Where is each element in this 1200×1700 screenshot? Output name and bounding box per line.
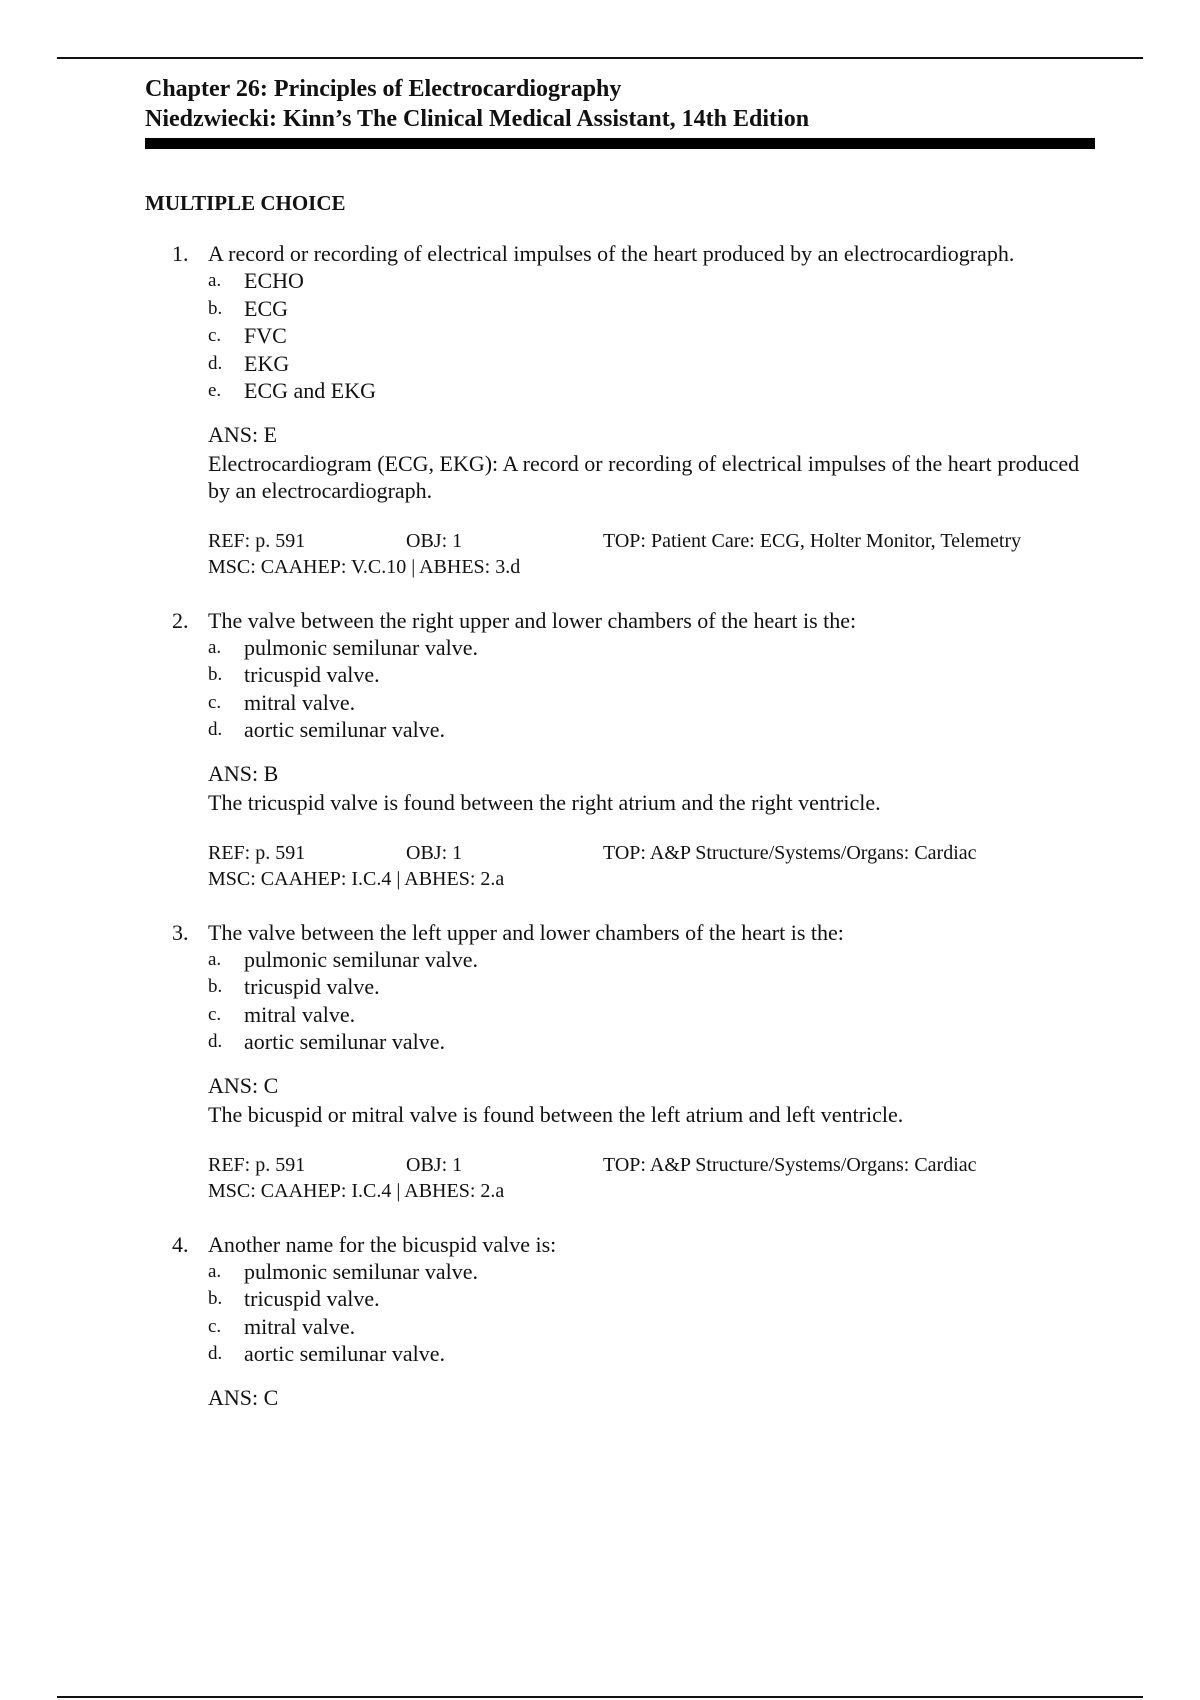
option-letter: c. (208, 691, 222, 713)
option-text: aortic semilunar valve. (244, 717, 445, 742)
option-text: tricuspid valve. (244, 662, 380, 687)
option-letter: c. (208, 1315, 222, 1337)
answer-key: ANS: C (208, 1384, 279, 1410)
ref-label: REF: p. 591 (208, 841, 306, 864)
obj-label: OBJ: 1 (406, 1153, 463, 1176)
question-metadata (208, 1152, 1095, 1204)
option-text: aortic semilunar valve. (244, 1029, 445, 1054)
answer-option (208, 1340, 1095, 1368)
option-letter: b. (208, 976, 223, 997)
option-letter: d. (208, 352, 223, 374)
question-stem: A record or recording of electrical impulses of the heart produced by an electrocardiograph. (208, 241, 1015, 266)
option-text: ECG (244, 295, 288, 321)
question-metadata (208, 528, 1095, 580)
question-item (145, 919, 1095, 1204)
topic-label: TOP: A&P Structure/Systems/Organs: Cardiac (603, 841, 977, 864)
option-text: pulmonic semilunar valve. (244, 946, 478, 972)
answer-option (208, 1258, 1095, 1286)
question-item (145, 240, 1095, 580)
bottom-rule (57, 1696, 1143, 1698)
question-number: 3. (172, 919, 189, 945)
question-item (145, 1231, 1095, 1411)
option-letter: a. (208, 270, 222, 291)
option-text: mitral valve. (244, 689, 356, 715)
option-text: tricuspid valve. (244, 1286, 380, 1311)
option-text: EKG (244, 350, 290, 376)
section-title: MULTIPLE CHOICE (145, 191, 346, 215)
option-letter: c. (208, 325, 222, 346)
answer-key: ANS: C (208, 1072, 279, 1098)
option-text: tricuspid valve. (244, 974, 380, 999)
option-text: ECHO (244, 268, 304, 293)
answer-option (208, 716, 1095, 744)
answer-option (208, 1001, 1095, 1029)
answer-option (208, 946, 1095, 974)
option-text: aortic semilunar valve. (244, 1341, 445, 1366)
document-page (145, 74, 1095, 1411)
answer-option (208, 634, 1095, 662)
question-stem: Another name for the bicuspid valve is: (208, 1231, 557, 1257)
obj-label: OBJ: 1 (406, 529, 463, 552)
answer-options (208, 267, 1095, 405)
answer-rationale: Electrocardiogram (ECG, EKG): A record or recording of electrical impulses of the heart produced by an electrocardiograph. (208, 450, 1080, 503)
ref-label: REF: p. 591 (208, 1153, 306, 1176)
answer-rationale: The tricuspid valve is found between the right atrium and the right ventricle. (208, 789, 881, 815)
chapter-title: Chapter 26: Principles of Electrocardiography (145, 76, 622, 102)
question-number: 2. (172, 607, 189, 633)
answer-block (208, 760, 1095, 816)
msc-label: MSC: CAAHEP: I.C.4 | ABHES: 2.a (208, 867, 505, 890)
option-text: pulmonic semilunar valve. (244, 634, 478, 660)
header-bar (145, 138, 1095, 149)
answer-key: ANS: E (208, 421, 278, 447)
option-text: ECG and EKG (244, 378, 376, 403)
option-letter: b. (208, 297, 223, 319)
option-text: FVC (244, 323, 287, 348)
question-stem: The valve between the left upper and lower chambers of the heart is the: (208, 919, 844, 945)
answer-option (208, 1028, 1095, 1056)
answer-options (208, 634, 1095, 744)
question-list (145, 240, 1095, 1411)
question-number: 4. (172, 1231, 189, 1257)
answer-option (208, 1285, 1095, 1313)
option-letter: d. (208, 1031, 223, 1052)
topic-label: TOP: A&P Structure/Systems/Organs: Cardiac (603, 1153, 977, 1176)
answer-option (208, 661, 1095, 689)
obj-label: OBJ: 1 (406, 841, 463, 864)
answer-option (208, 689, 1095, 717)
answer-option (208, 1313, 1095, 1341)
metadata-row (208, 1152, 1095, 1178)
topic-label: TOP: Patient Care: ECG, Holter Monitor, Telemetry (603, 529, 1022, 552)
option-letter: d. (208, 719, 223, 740)
answer-block (208, 421, 1095, 504)
option-letter: c. (208, 1003, 222, 1025)
option-letter: b. (208, 1288, 223, 1309)
ref-label: REF: p. 591 (208, 529, 306, 552)
option-letter: a. (208, 948, 222, 970)
answer-rationale: The bicuspid or mitral valve is found between the left atrium and left ventricle. (208, 1101, 904, 1127)
answer-block (208, 1384, 1095, 1411)
answer-option (208, 350, 1095, 378)
option-letter: e. (208, 380, 222, 401)
answer-block (208, 1072, 1095, 1128)
question-number: 1. (172, 241, 189, 266)
question-stem: The valve between the right upper and lower chambers of the heart is the: (208, 607, 857, 633)
top-rule (57, 57, 1143, 59)
answer-options (208, 946, 1095, 1056)
answer-option (208, 267, 1095, 295)
option-letter: b. (208, 664, 223, 685)
answer-option (208, 973, 1095, 1001)
option-text: pulmonic semilunar valve. (244, 1258, 478, 1284)
book-subtitle: Niedzwiecki: Kinn’s The Clinical Medical Assistant, 14th Edition (145, 106, 810, 132)
answer-key: ANS: B (208, 760, 279, 786)
answer-option (208, 322, 1095, 350)
answer-option (208, 377, 1095, 405)
msc-label: MSC: CAAHEP: I.C.4 | ABHES: 2.a (208, 1179, 505, 1202)
option-text: mitral valve. (244, 1001, 356, 1027)
option-letter: d. (208, 1343, 223, 1364)
msc-label: MSC: CAAHEP: V.C.10 | ABHES: 3.d (208, 555, 521, 578)
option-letter: a. (208, 636, 222, 658)
question-item (145, 607, 1095, 892)
option-letter: a. (208, 1260, 222, 1282)
question-metadata (208, 840, 1095, 892)
metadata-row (208, 528, 1095, 554)
metadata-row (208, 840, 1095, 866)
answer-option (208, 295, 1095, 323)
answer-options (208, 1258, 1095, 1368)
option-text: mitral valve. (244, 1313, 356, 1339)
